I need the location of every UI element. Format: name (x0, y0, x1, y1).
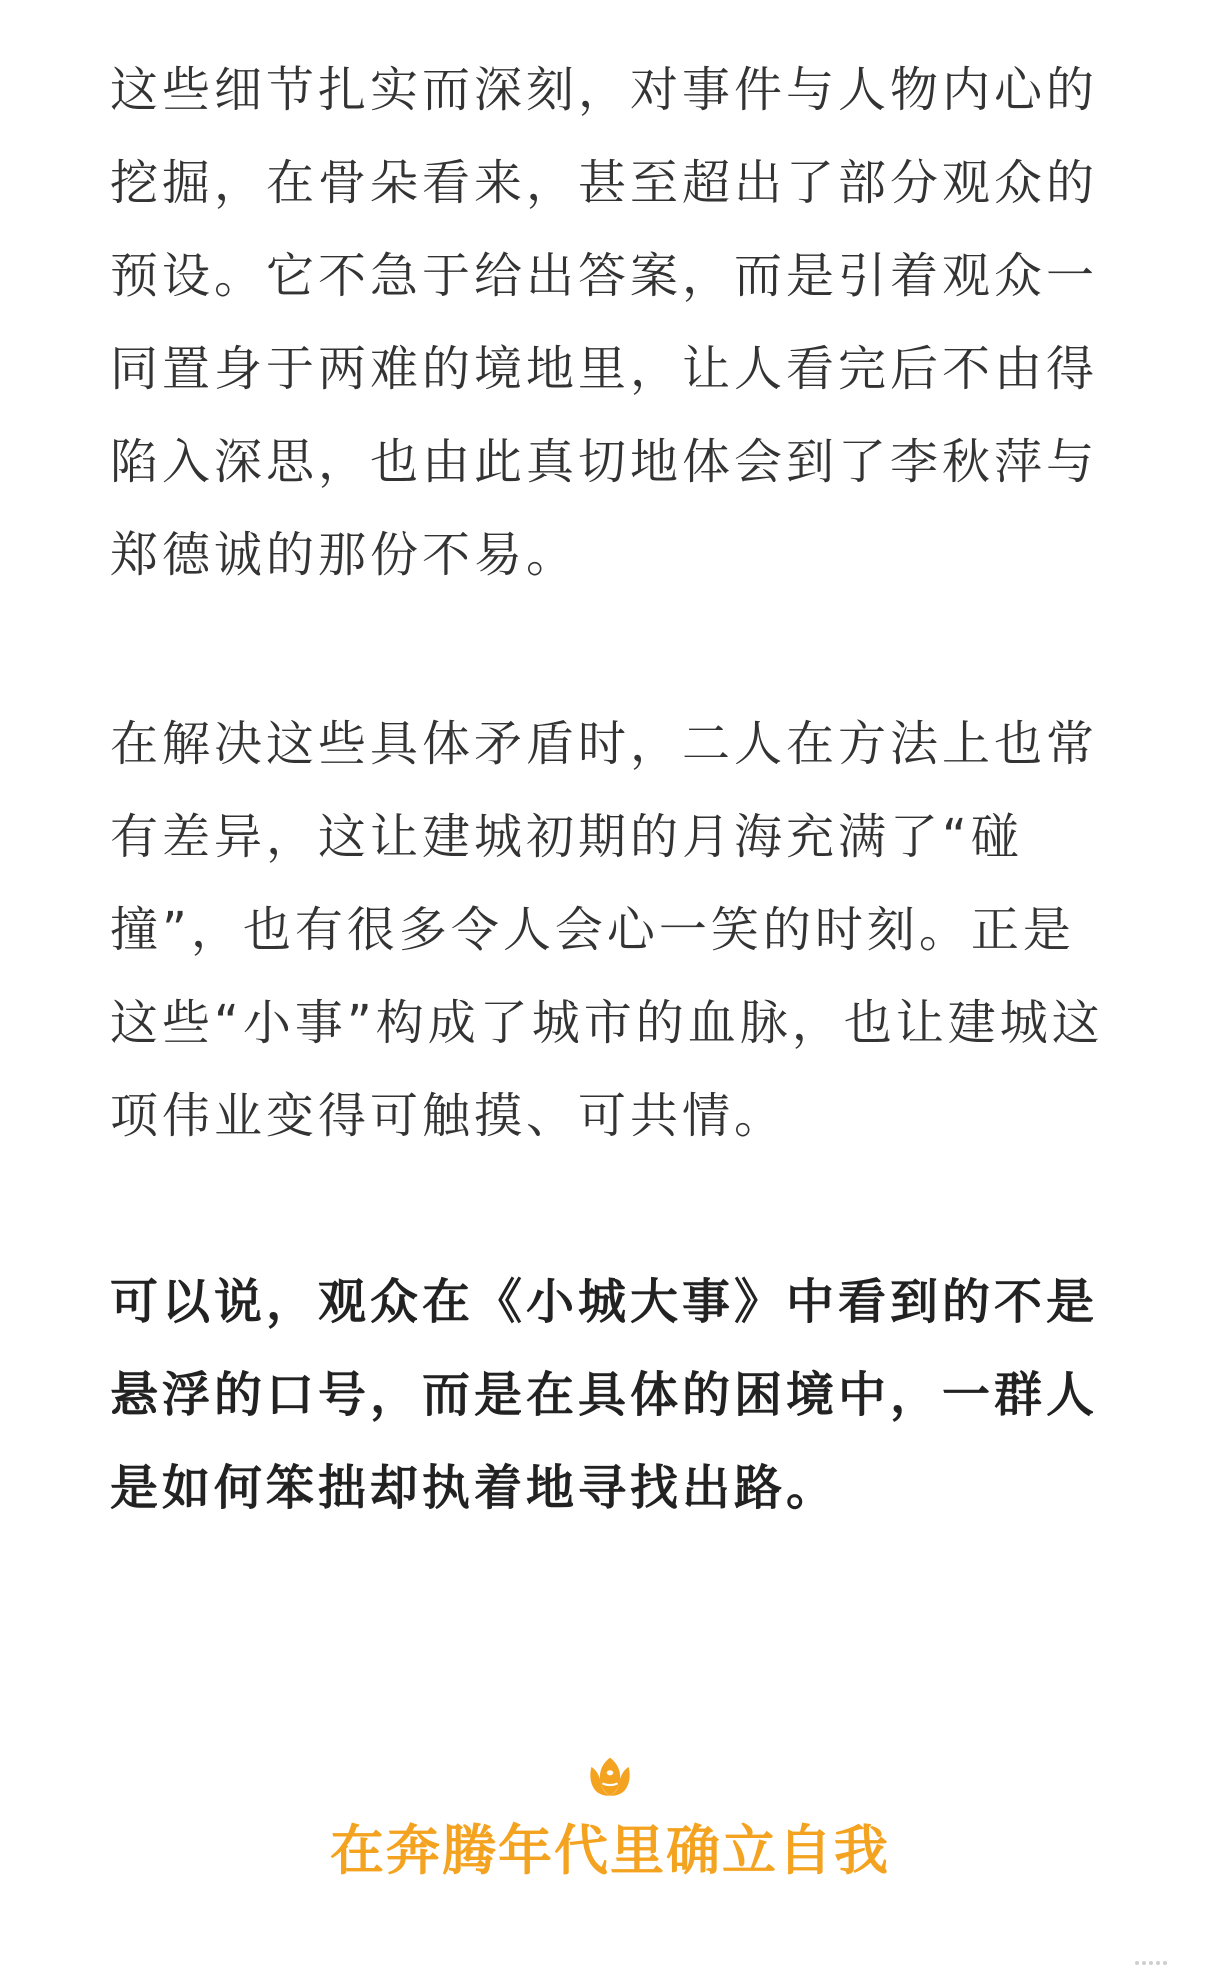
paragraph-1-line: 同置身于两难的境地里，让人看完后不由得 (110, 341, 1099, 397)
paragraph-1-line: 预设。它不急于给出答案，而是引着观众一 (110, 248, 1099, 304)
paragraph-2-line: 有差异，这让建城初期的月海充满了“碰 (110, 809, 1023, 865)
paragraph-2-line: 在解决这些具体矛盾时，二人在方法上也常 (110, 716, 1099, 772)
paragraph-1-line: 郑德诚的那份不易。 (110, 527, 579, 583)
paragraph-3-line: 是如何笨拙却执着地寻找出路。 (110, 1460, 839, 1516)
paragraph-2-line: 这些“小事”构成了城市的血脉，也让建城这 (110, 995, 1104, 1051)
section-title: 在奔腾年代里确立自我 (330, 1819, 890, 1882)
watermark-dot (1163, 1961, 1167, 1965)
section-header (0, 1750, 1220, 1886)
article-body (110, 44, 1110, 1535)
paragraph-3-line: 可以说，观众在《小城大事》中看到的不是 (110, 1274, 1099, 1330)
watermark-dot (1149, 1961, 1153, 1965)
paragraph-3-line: 悬浮的口号，而是在具体的困境中，一群人 (110, 1367, 1099, 1423)
paragraph-2-line: 项伟业变得可触摸、可共情。 (110, 1088, 787, 1144)
paragraph-spacer (110, 1163, 1110, 1256)
watermark-dot (1156, 1961, 1160, 1965)
paragraph-2 (110, 698, 1110, 1163)
flower-icon (583, 1750, 637, 1804)
paragraph-1 (110, 44, 1110, 602)
paragraph-1-line: 这些细节扎实而深刻，对事件与人物内心的 (110, 62, 1099, 118)
paragraph-spacer (110, 602, 1110, 698)
watermark-dot (1135, 1961, 1139, 1965)
paragraph-2-line: 撞”，也有很多令人会心一笑的时刻。正是 (110, 902, 1075, 958)
paragraph-3-bold (110, 1256, 1110, 1535)
paragraph-1-line: 挖掘，在骨朵看来，甚至超出了部分观众的 (110, 155, 1099, 211)
watermark-dot (1142, 1961, 1146, 1965)
paragraph-1-line: 陷入深思，也由此真切地体会到了李秋萍与 (110, 434, 1099, 490)
image-watermark (1092, 1950, 1210, 1976)
